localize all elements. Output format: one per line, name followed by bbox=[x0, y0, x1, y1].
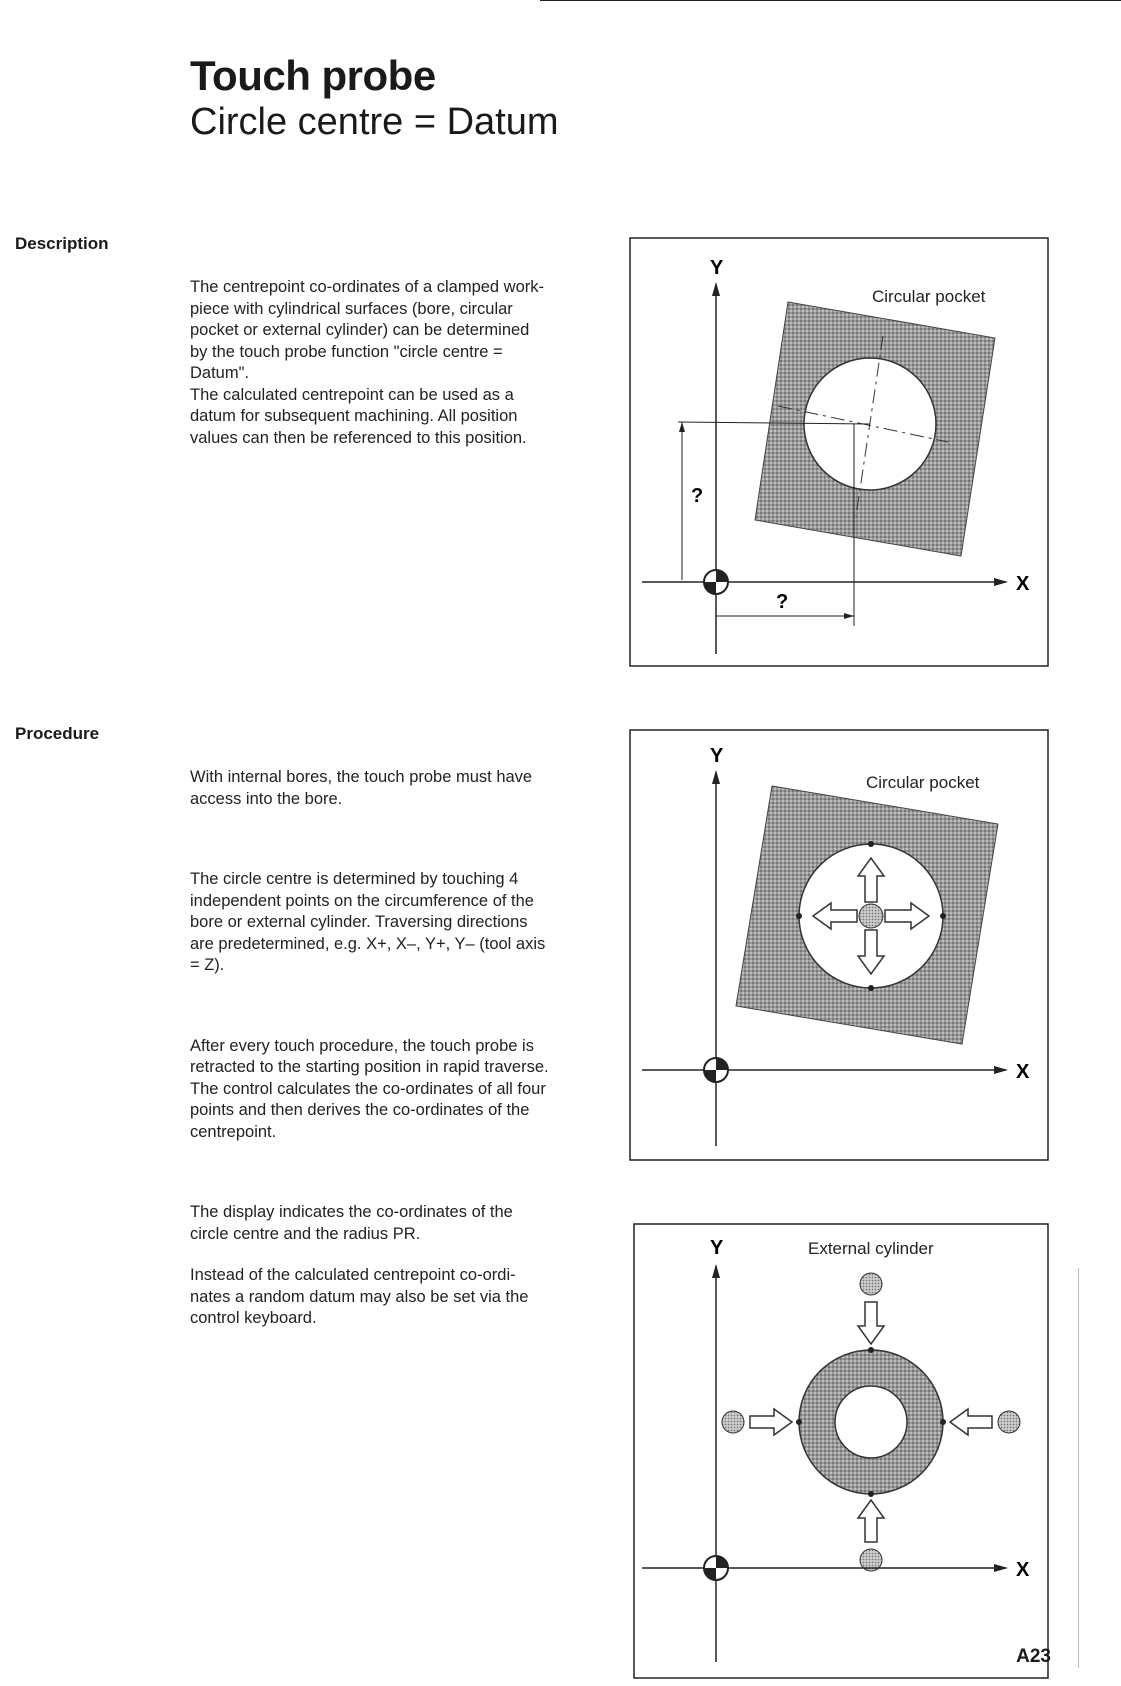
margin-bracket bbox=[1078, 1268, 1095, 1668]
x-axis-label: X bbox=[1016, 573, 1030, 595]
top-rule bbox=[540, 0, 1121, 1]
y-axis-arrowhead bbox=[712, 770, 720, 784]
x-axis-arrowhead bbox=[994, 1066, 1008, 1074]
y-axis-arrowhead bbox=[712, 1264, 720, 1278]
page-number: A23 bbox=[1016, 1646, 1051, 1667]
description-paragraph: The centrepoint co-ordinates of a clamped work- piece with cylindrical surfaces (bore, circular pocket or external cylinder) can be determined by the touch probe function "circle centre = Datum". The calculated centrepoint can be used as a datum for subsequent machining. All position values can then be referenced to this position. bbox=[190, 278, 545, 447]
procedure-paragraph-1: With internal bores, the touch probe must have access into the bore. bbox=[190, 768, 533, 808]
page-subtitle: Circle centre = Datum bbox=[190, 101, 559, 143]
contact-point-left bbox=[796, 1419, 802, 1425]
figure-circle-centre-unknown bbox=[628, 236, 1053, 670]
contact-point-right bbox=[940, 913, 946, 919]
probe-ball-left-icon bbox=[722, 1411, 744, 1433]
figure-external-probing bbox=[628, 1222, 1053, 1684]
x-axis-label: X bbox=[1016, 1559, 1030, 1581]
x-axis-arrowhead bbox=[994, 578, 1008, 586]
arrow-up-icon bbox=[858, 1500, 884, 1542]
circular-pocket-label: Circular pocket bbox=[872, 287, 986, 306]
procedure-paragraph-3: After every touch procedure, the touch probe is retracted to the starting position in rapid traverse. The control calculates the co-ordinates of all four points and then derives the co-ordinates of the centrepoint. bbox=[190, 1036, 549, 1141]
cylinder-bore bbox=[835, 1386, 907, 1458]
y-axis-label: Y bbox=[710, 1237, 724, 1259]
contact-point-top bbox=[868, 841, 874, 847]
note-text bbox=[190, 1222, 610, 1367]
probe-ball-top-icon bbox=[860, 1273, 882, 1295]
probe-ball-right-icon bbox=[998, 1411, 1020, 1433]
arrow-left-icon bbox=[950, 1409, 992, 1435]
unknown-y-label: ? bbox=[691, 485, 704, 507]
procedure-paragraph-2: The circle centre is determined by touching 4 independent points on the circumference of the bore or external cylinder. Traversing directions are predetermined, e.g. X+, X–, Y+, Y– (tool axis = Z). bbox=[190, 870, 546, 974]
contact-point-bottom bbox=[868, 985, 874, 991]
external-cylinder-label: External cylinder bbox=[808, 1239, 934, 1258]
y-axis-label: Y bbox=[710, 257, 724, 279]
contact-point-bottom bbox=[868, 1491, 874, 1497]
description-label: Description bbox=[15, 234, 109, 253]
procedure-label: Procedure bbox=[15, 724, 100, 743]
description-text bbox=[190, 234, 610, 487]
x-axis-label: X bbox=[1016, 1061, 1030, 1083]
circular-pocket-label: Circular pocket bbox=[866, 773, 980, 792]
y-axis-arrowhead bbox=[712, 282, 720, 296]
page-title: Touch probe bbox=[190, 52, 436, 99]
y-axis-label: Y bbox=[710, 745, 724, 767]
arrow-down-icon bbox=[858, 1302, 884, 1344]
procedure-text bbox=[190, 724, 610, 1283]
contact-point-right bbox=[940, 1419, 946, 1425]
probe-ball-icon bbox=[859, 904, 883, 928]
figure-internal-probing bbox=[628, 726, 1053, 1164]
arrow-right-icon bbox=[750, 1409, 792, 1435]
x-axis-arrowhead bbox=[994, 1564, 1008, 1572]
note-paragraph: Instead of the calculated centrepoint co-ordi- nates a random datum may also be set via the control keyboard. bbox=[190, 1266, 529, 1327]
contact-point-left bbox=[796, 913, 802, 919]
unknown-x-label: ? bbox=[776, 591, 789, 613]
contact-point-top bbox=[868, 1347, 874, 1353]
procedure-paragraph-4: The display indicates the co-ordinates of the circle centre and the radius PR. bbox=[190, 1203, 513, 1243]
